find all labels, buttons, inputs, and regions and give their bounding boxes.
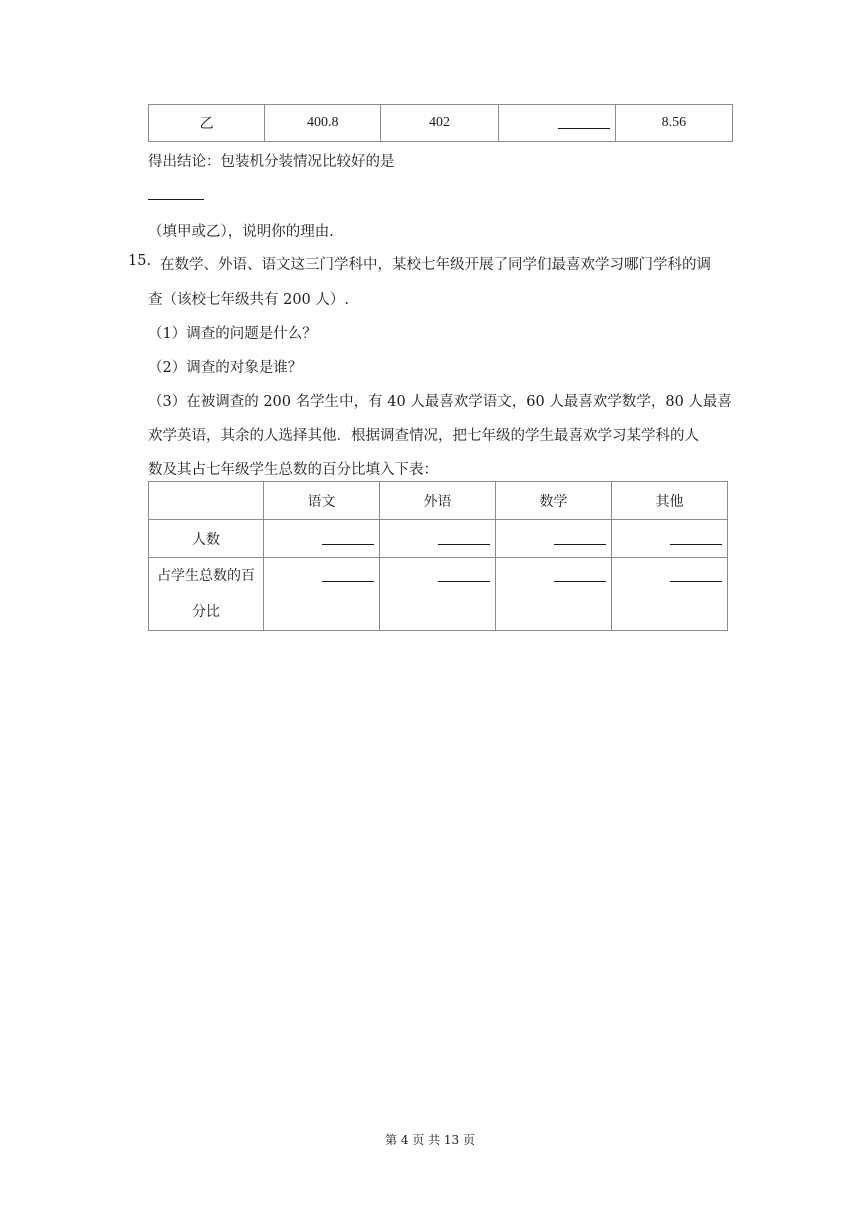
row-label-count: 人数 — [149, 520, 264, 558]
answer-blank[interactable] — [670, 566, 722, 582]
conclusion-text: 得出结论：包装机分装情况比较好的是 — [148, 154, 395, 170]
fill-hint-text: （填甲或乙），说明你的理由. — [148, 224, 334, 240]
pct-foreign-cell — [380, 558, 496, 631]
sub-question-3-line1: （3）在被调查的 200 名学生中，有 40 人最喜欢学语文，60 人最喜欢学数学，80 人最喜 — [148, 394, 732, 410]
table-cell-variance: 8.56 — [615, 105, 732, 142]
count-other-cell — [612, 520, 728, 558]
answer-blank[interactable] — [322, 566, 374, 582]
answer-blank[interactable] — [438, 566, 490, 582]
answer-blank[interactable] — [438, 529, 490, 545]
answer-blank[interactable] — [322, 529, 374, 545]
header-cell-foreign-language: 外语 — [380, 482, 496, 520]
pct-chinese-cell — [264, 558, 380, 631]
sub-question-2: （2）调查的对象是谁？ — [148, 360, 303, 376]
question-text-line2: 查（该校七年级共有 200 人）. — [148, 292, 350, 308]
sub-question-3-line3: 数及其占七年级学生总数的百分比填入下表： — [148, 462, 438, 478]
answer-line[interactable] — [148, 184, 204, 204]
count-foreign-cell — [380, 520, 496, 558]
count-math-cell — [496, 520, 612, 558]
question-number: 15. — [128, 253, 152, 269]
row-label-percentage-line1: 占学生总数的百 — [157, 568, 255, 584]
pct-math-cell — [496, 558, 612, 631]
survey-table — [148, 481, 728, 631]
table-cell-mean: 400.8 — [265, 105, 381, 142]
header-cell-empty — [149, 482, 264, 520]
page-footer: 第 4 页 共 13 页 — [385, 1133, 475, 1147]
answer-blank[interactable] — [670, 529, 722, 545]
answer-blank[interactable] — [558, 113, 610, 129]
data-table-top — [148, 104, 733, 142]
question-text-line1: 在数学、外语、语文这三门学科中，某校七年级开展了同学们最喜欢学习哪门学科的调 — [160, 257, 711, 273]
row-label-percentage — [149, 558, 264, 631]
table-cell-row-label: 乙 — [149, 105, 265, 142]
header-cell-math: 数学 — [496, 482, 612, 520]
answer-blank[interactable] — [554, 566, 606, 582]
header-cell-other: 其他 — [612, 482, 728, 520]
table-cell-blank — [498, 105, 615, 142]
sub-question-1: （1）调查的问题是什么？ — [148, 326, 317, 342]
answer-blank[interactable] — [554, 529, 606, 545]
row-label-percentage-line2: 分比 — [192, 604, 220, 620]
header-cell-chinese: 语文 — [264, 482, 380, 520]
table-cell-median: 402 — [381, 105, 498, 142]
sub-question-3-line2: 欢学英语，其余的人选择其他．根据调查情况，把七年级的学生最喜欢学习某学科的人 — [148, 428, 699, 444]
pct-other-cell — [612, 558, 728, 631]
count-chinese-cell — [264, 520, 380, 558]
